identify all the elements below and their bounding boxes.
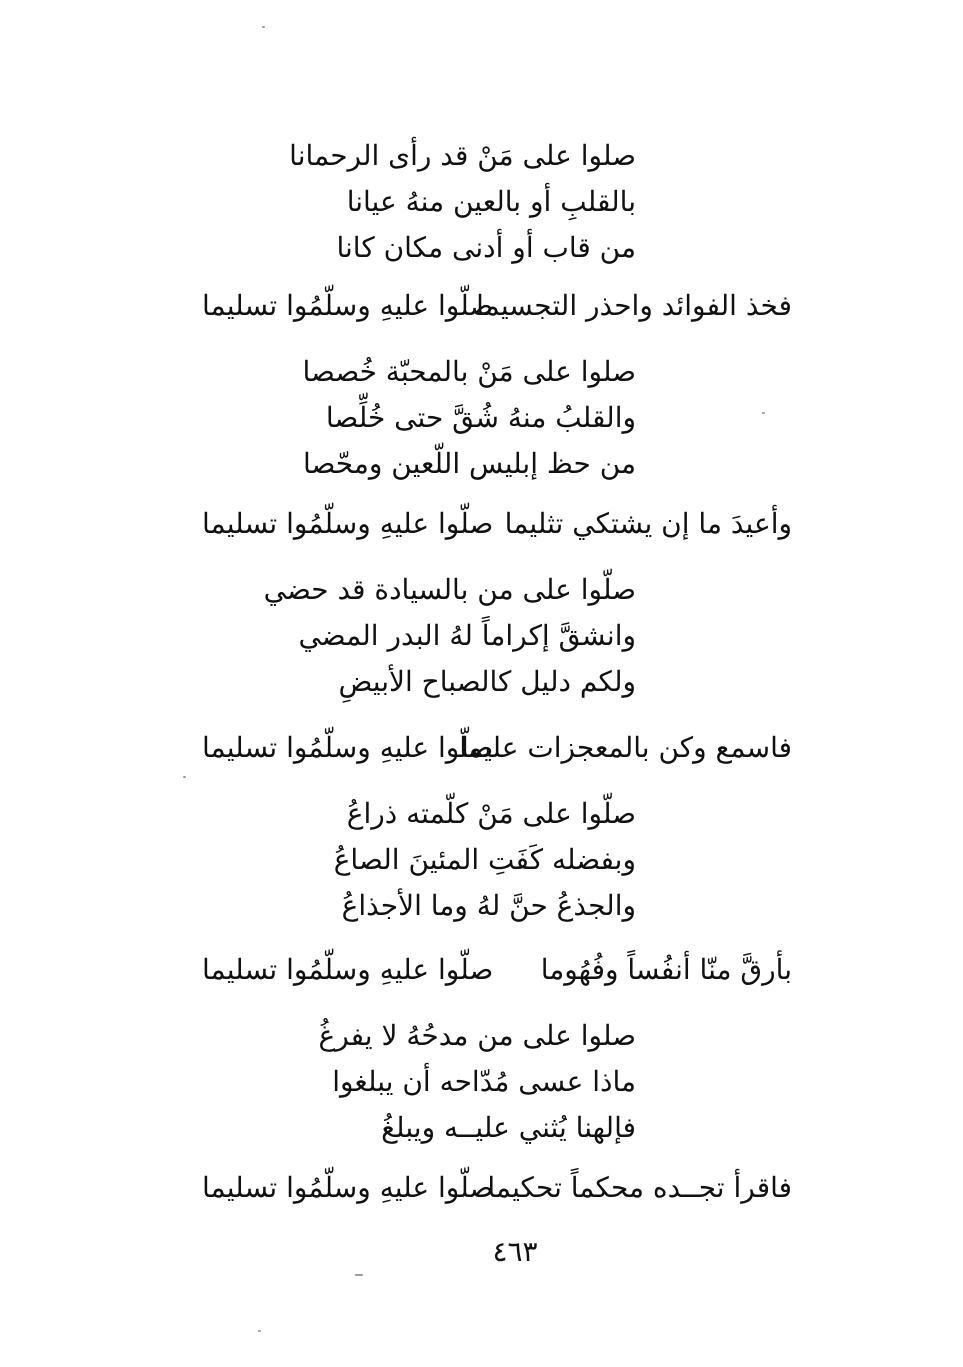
refrain-first-hemistich: فاسمع وكن بالمعجزات عليما	[459, 731, 792, 764]
refrain-first-hemistich: بأرقَّ منّا أنفُساً وفُهُوما	[540, 953, 792, 986]
refrain-second-hemistich: صلّوا عليهِ وسلّمُوا تسليما	[202, 289, 494, 322]
refrain-line	[202, 286, 792, 326]
verse-line: وبفضله كَفَتِ المئينَ الصاعُ	[333, 843, 636, 876]
refrain-first-hemistich: فاقرأ تجــده محكماً تحكيما	[487, 1171, 792, 1204]
verse-line: فإلهنا يُثني عليــه ويبلغُ	[381, 1111, 636, 1144]
verse-line: صلّوا على مَنْ كلّمته ذراعُ	[346, 797, 636, 830]
refrain-second-hemistich: صلّوا عليهِ وسلّمُوا تسليما	[202, 507, 494, 540]
page-number: ٤٦٣	[492, 1235, 538, 1268]
refrain-second-hemistich: صلّوا عليهِ وسلّمُوا تسليما	[202, 1171, 494, 1204]
verse-line: صلوا على مَنْ بالمحبّة خُصصا	[302, 355, 636, 388]
refrain-second-hemistich: صلّوا عليهِ وسلّمُوا تسليما	[202, 731, 494, 764]
scan-speck	[262, 26, 265, 28]
verse-line: بالقلبِ أو بالعين منهُ عيانا	[346, 185, 636, 218]
verse-line: وانشقَّ إكراماً لهُ البدر المضي	[298, 619, 636, 652]
verse-line: ولكم دليل كالصباح الأبيضِ	[338, 665, 636, 698]
refrain-second-hemistich: صلّوا عليهِ وسلّمُوا تسليما	[202, 953, 494, 986]
scan-speck	[355, 1274, 363, 1276]
verse-line: من حظ إبليس اللّعين ومحّصا	[302, 447, 636, 480]
verse-line: صلوا على مَنْ قد رأى الرحمانا	[289, 139, 636, 172]
refrain-line	[202, 728, 792, 768]
refrain-line	[202, 950, 792, 990]
refrain-line	[202, 1168, 792, 1208]
verse-line: من قاب أو أدنى مكان كانا	[336, 231, 636, 264]
verse-line: ماذا عسى مُدّاحه أن يبلغوا	[332, 1065, 636, 1098]
scan-speck	[762, 412, 765, 414]
scan-speck	[183, 776, 186, 778]
verse-line: صلوا على من مدحُهُ لا يفرغُ	[318, 1019, 636, 1052]
scan-speck	[258, 1330, 261, 1332]
verse-line: والجذعُ حنَّ لهُ وما الأجذاعُ	[341, 889, 636, 922]
verse-line: صلّوا على من بالسيادة قد حضي	[263, 573, 636, 606]
verse-line: والقلبُ منهُ شُقَّ حتى خُلِّصا	[325, 401, 636, 434]
refrain-first-hemistich: فخذ الفوائد واحذر التجسيما	[476, 289, 792, 322]
refrain-first-hemistich: وأعيدَ ما إن يشتكي تثليما	[504, 507, 792, 540]
refrain-line	[202, 504, 792, 544]
